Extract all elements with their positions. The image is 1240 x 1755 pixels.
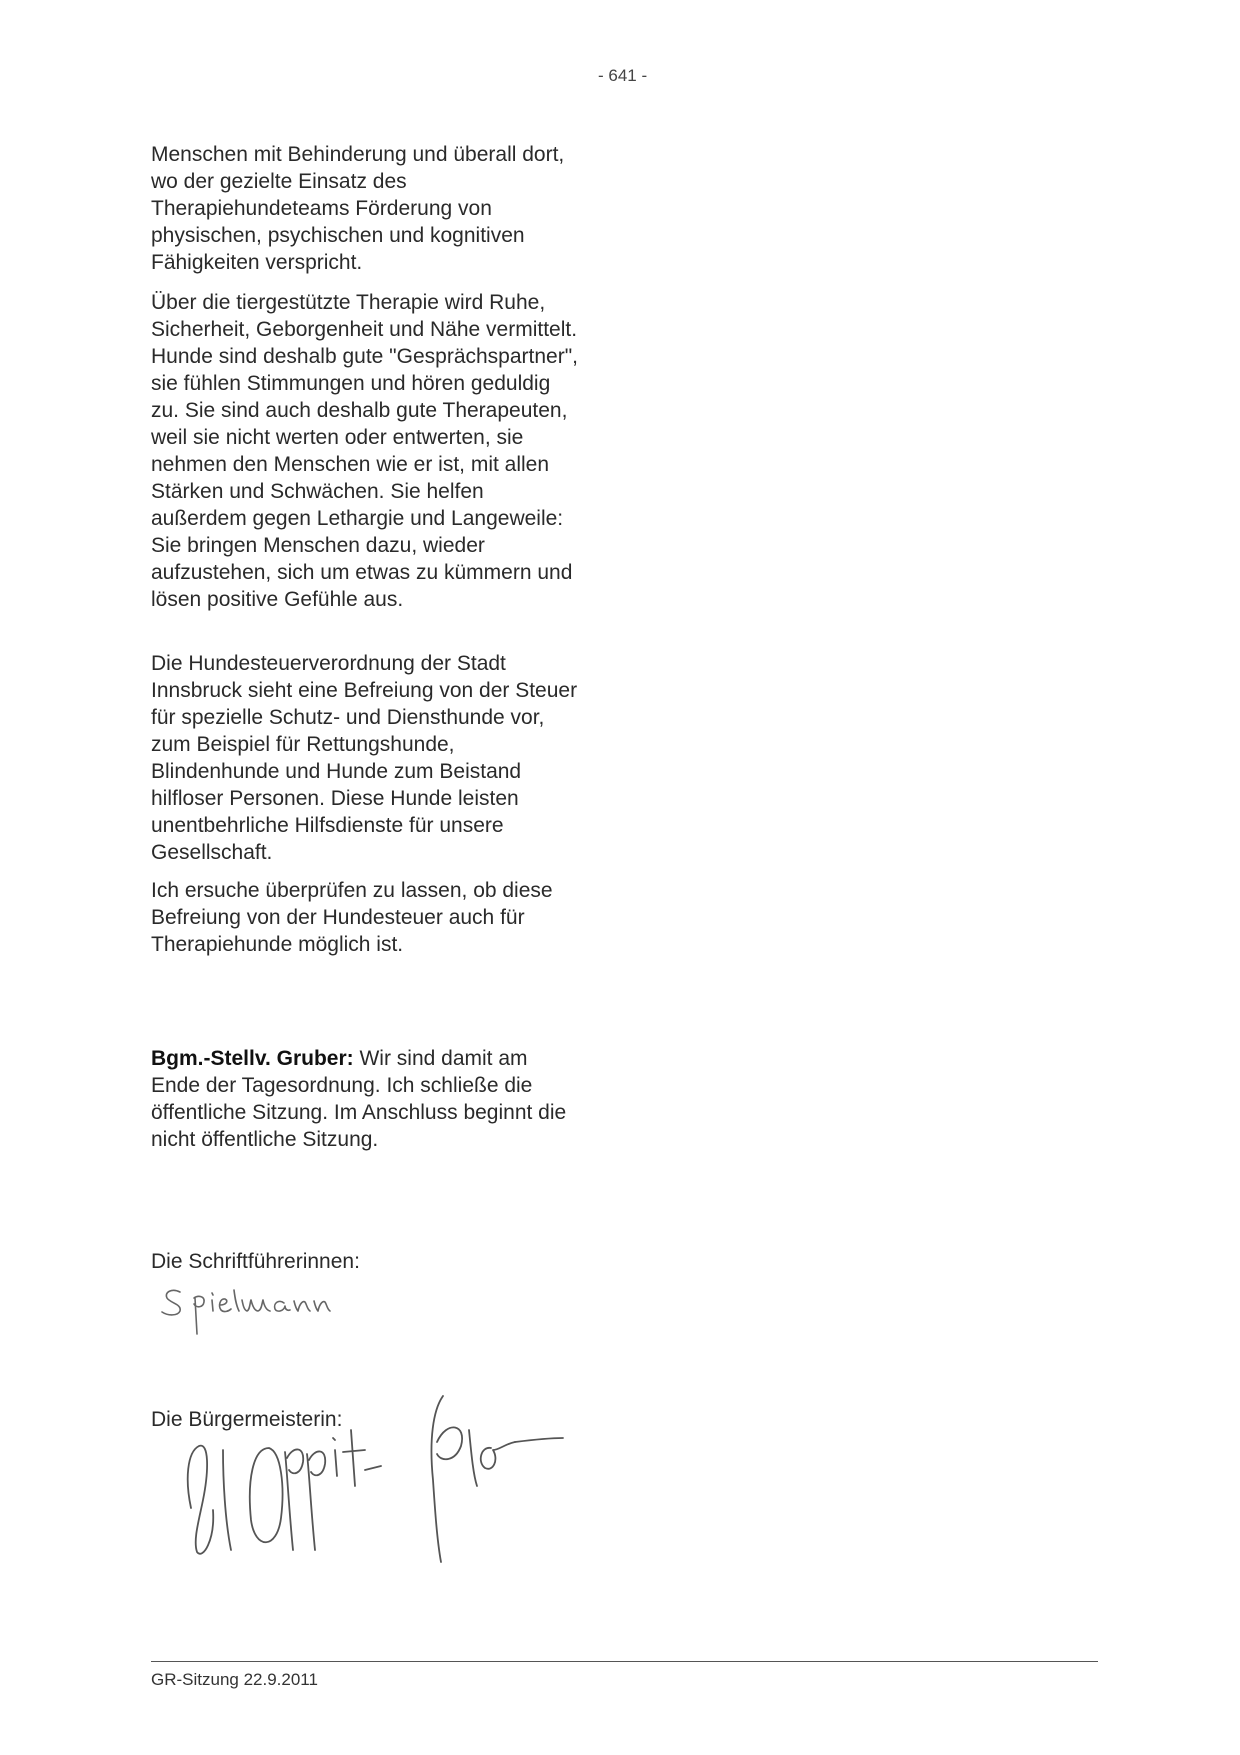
- footer-session-date: GR-Sitzung 22.9.2011: [151, 1670, 318, 1689]
- footer-divider: [151, 1661, 1098, 1662]
- closing-text: Wir sind damit am Ende der Tagesordnung. Ich schließe die öffentliche Sitzung. Im Anschluss beginnt die nicht öffentliche Sitzung.: [151, 1047, 567, 1151]
- page-number: - 641 -: [598, 66, 648, 85]
- mayor-label: Die Bürgermeisterin:: [151, 1408, 343, 1431]
- recorders-label: Die Schriftführerinnen:: [151, 1250, 360, 1273]
- speaker-name: Bgm.-Stellv. Gruber:: [151, 1047, 354, 1070]
- paragraph-therapy-benefits: Über die tiergestützte Therapie wird Ruhe, Sicherheit, Geborgenheit und Nähe vermittelt. Hunde sind deshalb gute "Gesprächspartner", sie fühlen Stimmungen und hören geduldig zu. Sie sind auch deshalb gute Therapeuten, weil sie nicht werten oder entwerten, sie nehmen den Menschen wie er ist, mit allen Stärken und Schwächen. Sie helfen außerdem gegen Lethargie und Langeweile: Sie bringen Menschen dazu, wieder aufzustehen, sich um etwas zu kümmern und lösen positive Gefühle aus.: [151, 291, 579, 611]
- recorders-signature: [158, 1268, 388, 1338]
- paragraph-dog-tax-ordinance: Die Hundesteuerverordnung der Stadt Innsbruck sieht eine Befreiung von der Steuer für spezielle Schutz- und Diensthunde vor, zum Beispiel für Rettungshunde, Blindenhunde und Hunde zum Beistand hilfloser Personen. Diese Hunde leisten unentbehrliche Hilfsdienste für unsere Gesellschaft.: [151, 652, 578, 864]
- closing-statement: [151, 1045, 581, 1153]
- mayor-signature: [185, 1390, 585, 1565]
- paragraph-request: Ich ersuche überprüfen zu lassen, ob diese Befreiung von der Hundesteuer auch für Therapiehunde möglich ist.: [151, 879, 553, 956]
- paragraph-therapy-areas: Menschen mit Behinderung und überall dort, wo der gezielte Einsatz des Therapiehundeteams Förderung von physischen, psychischen und kognitiven Fähigkeiten verspricht.: [151, 143, 565, 274]
